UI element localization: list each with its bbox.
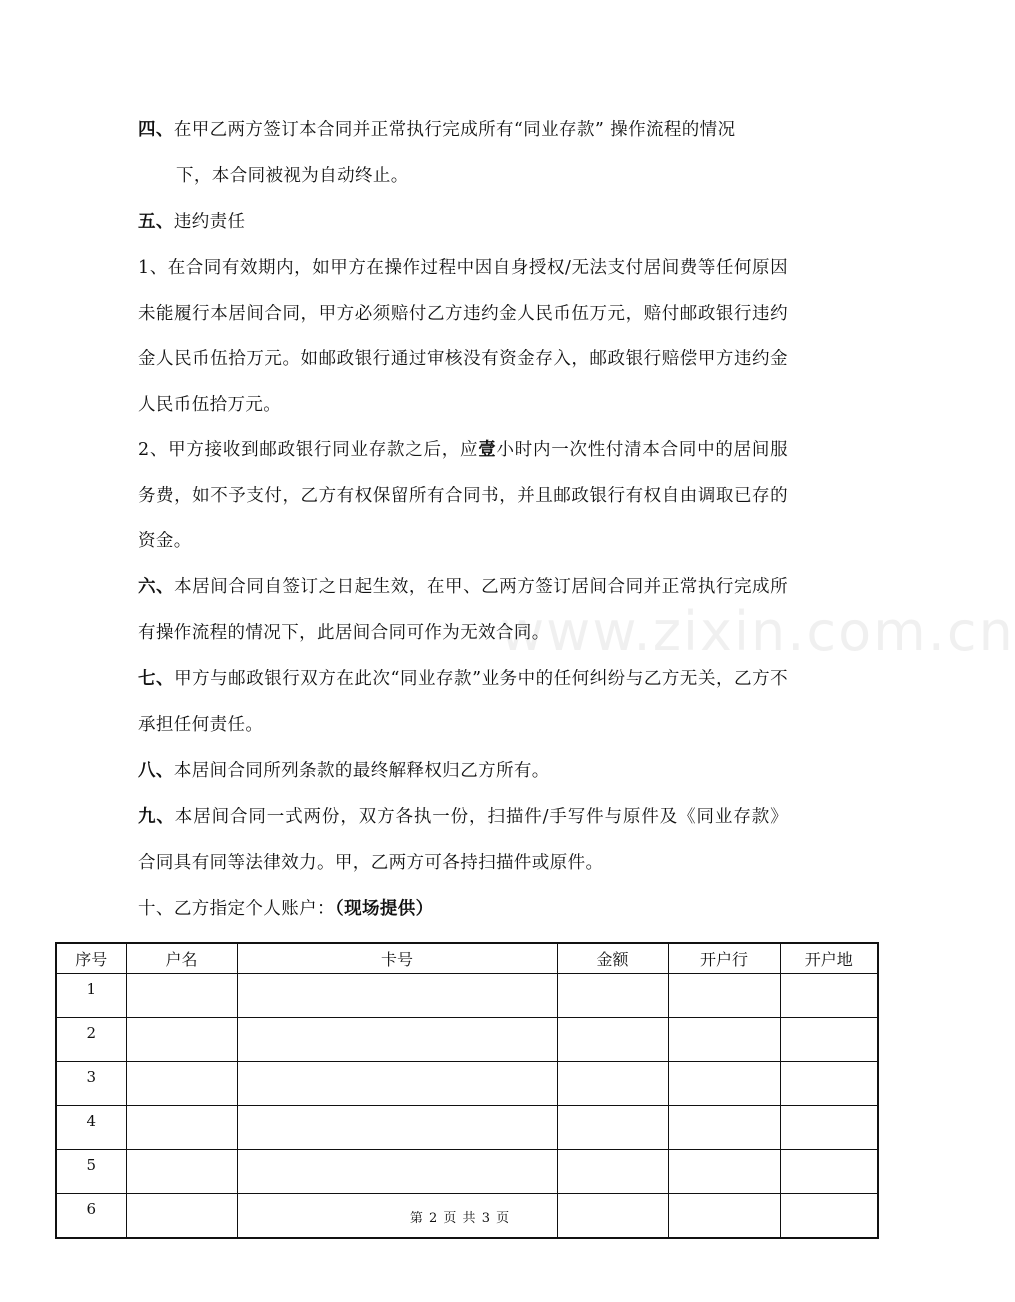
clause-5-item-2-post: 小时内一次性付清本合同中的居间服务费，如不予支付，乙方有权保留所有合同书，并且邮政银行有权自由调取已存的资金。	[138, 440, 789, 551]
cell-bank-location	[780, 1106, 878, 1150]
cell-account-name	[126, 1062, 237, 1106]
clause-6	[138, 565, 788, 656]
clause-9	[138, 795, 788, 886]
table-row	[56, 1150, 878, 1194]
cell-bank	[668, 1150, 780, 1194]
table-row	[56, 1106, 878, 1150]
row-number: 6	[56, 1194, 126, 1239]
clause-5-item-2	[138, 428, 788, 565]
clause-7-text: 甲方与邮政银行双方在此次“同业存款”业务中的任何纠纷与乙方无关，乙方不承担任何责任。	[138, 669, 788, 735]
cell-bank-location	[780, 1018, 878, 1062]
row-number: 5	[56, 1150, 126, 1194]
header-serial: 序号	[56, 943, 126, 974]
row-number: 4	[56, 1106, 126, 1150]
page-footer: 第 2 页 共 3 页	[409, 1211, 511, 1226]
cell-amount	[557, 1062, 668, 1106]
clause-8-text: 本居间合同所列条款的最终解释权归乙方所有。	[173, 761, 550, 781]
cell-amount	[557, 974, 668, 1018]
row-number: 1	[56, 974, 126, 1018]
cell-card-number	[237, 1150, 557, 1194]
clause-5-item-2-pre: 2、甲方接收到邮政银行同业存款之后，应	[138, 440, 479, 460]
cell-account-name	[126, 1106, 237, 1150]
clause-6-text: 本居间合同自签订之日起生效，在甲、乙两方签订居间合同并正常执行完成所有操作流程的情况下，此居间合同可作为无效合同。	[138, 577, 788, 643]
cell-bank	[668, 974, 780, 1018]
clause-4-number: 四、	[138, 120, 174, 140]
row-number: 3	[56, 1062, 126, 1106]
cell-bank	[668, 1062, 780, 1106]
cell-account-name	[126, 1150, 237, 1194]
clause-5-item-1: 1、在合同有效期内，如甲方在操作过程中因自身授权/无法支付居间费等任何原因未能履行本居间合同，甲方必须赔付乙方违约金人民币伍万元，赔付邮政银行违约金人民币伍拾万元。如邮政银行通过审核没有资金存入，邮政银行赔偿甲方违约金人民币伍拾万元。	[138, 258, 788, 415]
cell-account-name	[126, 974, 237, 1018]
cell-card-number	[237, 974, 557, 1018]
account-table	[55, 942, 879, 1239]
cell-bank-location	[780, 1062, 878, 1106]
clause-5-title: 违约责任	[173, 212, 246, 232]
header-account-name: 户名	[126, 943, 237, 974]
clause-10	[138, 887, 788, 933]
row-number: 2	[56, 1018, 126, 1062]
cell-card-number	[237, 1062, 557, 1106]
clause-10-text: 乙方指定个人账户：	[173, 899, 335, 919]
table-row	[56, 1062, 878, 1106]
clause-8-number: 八、	[138, 761, 174, 781]
cell-amount	[557, 1018, 668, 1062]
clause-4-text: 在甲乙两方签订本合同并正常执行完成所有“同业存款” 操作流程的情况	[173, 120, 736, 140]
watermark: www.zixin.com.cn	[500, 600, 1015, 663]
clause-9-number: 九、	[138, 807, 175, 827]
cell-account-name	[126, 1018, 237, 1062]
cell-card-number	[237, 1018, 557, 1062]
cell-amount	[557, 1150, 668, 1194]
clause-10-number: 十、	[138, 899, 174, 919]
cell-bank-location	[780, 974, 878, 1018]
clause-4-continuation: 下，本合同被视为自动终止。	[176, 166, 409, 186]
header-bank: 开户行	[668, 943, 780, 974]
clause-5-number: 五、	[138, 212, 174, 232]
clause-8	[138, 749, 788, 795]
header-amount: 金额	[557, 943, 668, 974]
clause-7	[138, 657, 788, 748]
clause-7-number: 七、	[138, 669, 175, 689]
cell-bank	[668, 1106, 780, 1150]
cell-amount	[557, 1106, 668, 1150]
clause-6-number: 六、	[138, 577, 175, 597]
cell-card-number	[237, 1106, 557, 1150]
cell-bank-location	[780, 1150, 878, 1194]
header-bank-location: 开户地	[780, 943, 878, 974]
header-card-number: 卡号	[237, 943, 557, 974]
cell-bank	[668, 1018, 780, 1062]
table-header-row	[56, 943, 878, 974]
clause-9-text: 本居间合同一式两份，双方各执一份，扫描件/手写件与原件及《同业存款》合同具有同等法律效力。甲，乙两方可各持扫描件或原件。	[138, 807, 788, 873]
clause-5-heading	[138, 200, 788, 246]
clause-4	[138, 108, 788, 154]
clause-5-item-2-emphasis: 壹	[478, 440, 497, 460]
table-row	[56, 1018, 878, 1062]
clause-10-note: （现场提供）	[334, 899, 434, 919]
table-row	[56, 974, 878, 1018]
